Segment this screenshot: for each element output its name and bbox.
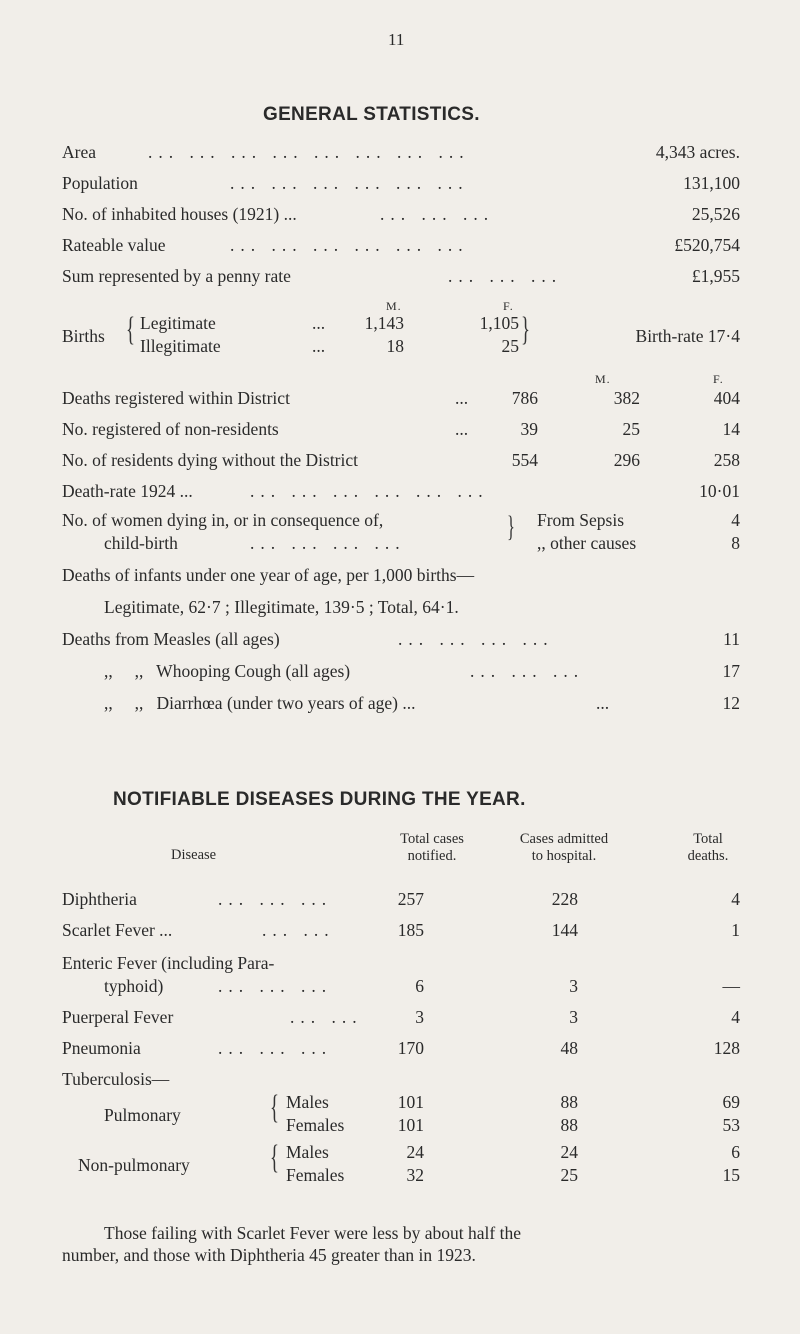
header-hospital	[494, 831, 634, 865]
pulmonary-brace: {	[270, 1089, 279, 1126]
header-notified-line2: notified.	[407, 848, 457, 864]
pulmonary-males-hospital: 88	[560, 1092, 578, 1112]
puerperal-fever-label: Puerperal Fever	[62, 1007, 174, 1027]
penny-rate-value: £1,955	[691, 266, 740, 286]
pneumonia-deaths: 128	[713, 1038, 740, 1058]
non-residents-total: 39	[520, 419, 538, 439]
women-line2: child-birth	[104, 533, 178, 553]
enteric-fever-dots: ... ... ...	[218, 976, 333, 996]
rateable-value-leader-dots: ... ... ... ... ... ...	[230, 235, 469, 255]
deaths-col-m: M.	[595, 372, 611, 386]
non-residents-m: 25	[622, 419, 640, 439]
women-right-brace: }	[507, 510, 515, 543]
deaths-registered-f: 404	[713, 388, 740, 408]
deaths-registered-m: 382	[613, 388, 640, 408]
deaths-col-f: F.	[713, 372, 724, 386]
enteric-fever-deaths: —	[722, 976, 740, 996]
penny-rate-label: Sum represented by a penny rate	[62, 266, 291, 286]
illegitimate-m: 18	[386, 336, 404, 356]
scarlet-fever-notified: 185	[397, 920, 424, 940]
penny-rate-leader-dots: ... ... ...	[448, 266, 563, 286]
pneumonia-hospital: 48	[560, 1038, 578, 1058]
measles-label: Deaths from Measles (all ages)	[62, 629, 280, 649]
enteric-fever-hospital: 3	[569, 976, 578, 996]
non-pulmonary-males-label: Males	[286, 1142, 329, 1162]
inhabited-houses-label: No. of inhabited houses (1921) ...	[62, 204, 297, 224]
infants-line2: Legitimate, 62·7 ; Illegitimate, 139·5 ; Total, 64·1.	[104, 597, 459, 617]
header-notified	[372, 831, 492, 865]
non-residents-label: No. registered of non-residents	[62, 419, 279, 439]
whooping-cough-dots: ... ... ...	[470, 661, 585, 681]
death-rate-dots: ... ... ... ... ... ...	[250, 481, 489, 501]
header-disease: Disease	[171, 847, 217, 863]
inhabited-houses-leader-dots: ... ... ...	[380, 204, 495, 224]
illegitimate-label: Illegitimate	[140, 336, 221, 356]
population-label: Population	[62, 173, 138, 193]
death-rate-label: Death-rate 1924 ...	[62, 481, 193, 501]
puerperal-fever-hospital: 3	[569, 1007, 578, 1027]
residents-without-m: 296	[613, 450, 640, 470]
enteric-fever-line2: typhoid)	[104, 976, 164, 996]
pulmonary-label: Pulmonary	[104, 1105, 181, 1125]
pulmonary-females-label: Females	[286, 1115, 345, 1135]
infants-line1: Deaths of infants under one year of age, per 1,000 births—	[62, 565, 475, 585]
population-leader-dots: ... ... ... ... ... ...	[230, 173, 469, 193]
measles-value: 11	[723, 629, 740, 649]
pneumonia-label: Pneumonia	[62, 1038, 141, 1058]
other-causes-value: 8	[731, 533, 740, 553]
pneumonia-dots: ... ... ...	[218, 1038, 333, 1058]
page-number: 11	[388, 30, 405, 49]
pulmonary-males-deaths: 69	[722, 1092, 740, 1112]
header-deaths-line2: deaths.	[687, 848, 729, 864]
pneumonia-notified: 170	[397, 1038, 424, 1058]
legitimate-m: 1,143	[364, 313, 404, 333]
area-leader-dots: ... ... ... ... ... ... ... ...	[148, 142, 470, 162]
diphtheria-label: Diphtheria	[62, 889, 137, 909]
scarlet-fever-dots: ... ...	[262, 920, 335, 940]
pulmonary-males-notified: 101	[397, 1092, 424, 1112]
header-deaths	[668, 831, 748, 865]
diphtheria-deaths: 4	[731, 889, 740, 909]
diphtheria-dots: ... ... ...	[218, 889, 333, 909]
non-pulmonary-brace: {	[270, 1139, 279, 1176]
legitimate-dots: ...	[312, 313, 326, 333]
other-causes-label: ,, other causes	[537, 533, 637, 553]
header-hospital-line1: Cases admitted	[519, 831, 609, 847]
pulmonary-females-deaths: 53	[722, 1115, 740, 1135]
puerperal-fever-notified: 3	[415, 1007, 424, 1027]
births-label: Births	[62, 326, 105, 346]
scarlet-fever-deaths: 1	[731, 920, 740, 940]
sepsis-value: 4	[731, 510, 740, 530]
pulmonary-males-label: Males	[286, 1092, 329, 1112]
non-pulmonary-females-deaths: 15	[722, 1165, 740, 1185]
pulmonary-females-hospital: 88	[560, 1115, 578, 1135]
births-right-brace: }	[521, 311, 530, 348]
rateable-value-label: Rateable value	[62, 235, 166, 255]
scarlet-fever-label: Scarlet Fever ...	[62, 920, 173, 940]
diphtheria-notified: 257	[397, 889, 424, 909]
whooping-cough-value: 17	[722, 661, 740, 681]
residents-without-f: 258	[713, 450, 740, 470]
tuberculosis-label: Tuberculosis—	[62, 1069, 170, 1089]
women-line2-dots: ... ... ... ...	[250, 533, 406, 553]
general-statistics-title: GENERAL STATISTICS.	[263, 104, 480, 125]
residents-without-label: No. of residents dying without the District	[62, 450, 359, 470]
diarrhoea-label: ,, ,, Diarrhœa (under two years of age) ...	[104, 693, 416, 713]
scarlet-fever-hospital: 144	[551, 920, 578, 940]
inhabited-houses-value: 25,526	[691, 204, 740, 224]
births-col-f: F.	[503, 299, 514, 313]
birth-rate: Birth-rate 17·4	[635, 326, 740, 346]
enteric-fever-notified: 6	[415, 976, 424, 996]
header-deaths-line1: Total	[693, 831, 723, 847]
women-line1: No. of women dying in, or in consequence of,	[62, 510, 384, 530]
non-residents-dots: ...	[455, 419, 469, 439]
illegitimate-dots: ...	[312, 336, 326, 356]
puerperal-fever-dots: ... ...	[290, 1007, 363, 1027]
non-pulmonary-males-deaths: 6	[731, 1142, 740, 1162]
non-pulmonary-males-notified: 24	[406, 1142, 424, 1162]
non-pulmonary-females-notified: 32	[406, 1165, 424, 1185]
non-pulmonary-males-hospital: 24	[560, 1142, 578, 1162]
notifiable-diseases-title: NOTIFIABLE DISEASES DURING THE YEAR.	[113, 789, 526, 810]
whooping-cough-label: ,, ,, Whooping Cough (all ages)	[104, 661, 351, 681]
area-label: Area	[62, 142, 97, 162]
diarrhoea-dots: ...	[596, 693, 610, 713]
births-left-brace: {	[126, 311, 135, 348]
sepsis-label: From Sepsis	[537, 510, 625, 530]
header-hospital-line2: to hospital.	[531, 848, 597, 864]
non-pulmonary-females-hospital: 25	[560, 1165, 578, 1185]
death-rate-value: 10·01	[699, 481, 740, 501]
legitimate-f: 1,105	[479, 313, 519, 333]
area-value: 4,343 acres.	[655, 142, 740, 162]
births-col-m: M.	[386, 299, 402, 313]
footnote-line2: number, and those with Diphtheria 45 greater than in 1923.	[62, 1245, 476, 1265]
non-pulmonary-females-label: Females	[286, 1165, 345, 1185]
header-notified-line1: Total cases	[400, 831, 464, 847]
illegitimate-f: 25	[501, 336, 519, 356]
diphtheria-hospital: 228	[551, 889, 578, 909]
non-residents-f: 14	[722, 419, 740, 439]
legitimate-label: Legitimate	[140, 313, 216, 333]
deaths-registered-total: 786	[511, 388, 538, 408]
pulmonary-females-notified: 101	[397, 1115, 424, 1135]
deaths-registered-dots: ...	[455, 388, 469, 408]
enteric-fever-line1: Enteric Fever (including Para-	[62, 953, 275, 973]
residents-without-total: 554	[511, 450, 538, 470]
rateable-value-value: £520,754	[674, 235, 740, 255]
diarrhoea-value: 12	[722, 693, 740, 713]
non-pulmonary-label: Non-pulmonary	[78, 1155, 190, 1175]
population-value: 131,100	[683, 173, 740, 193]
deaths-registered-label: Deaths registered within District	[62, 388, 290, 408]
puerperal-fever-deaths: 4	[731, 1007, 740, 1027]
footnote-line1: Those failing with Scarlet Fever were less by about half the	[104, 1223, 521, 1243]
measles-dots: ... ... ... ...	[398, 629, 554, 649]
